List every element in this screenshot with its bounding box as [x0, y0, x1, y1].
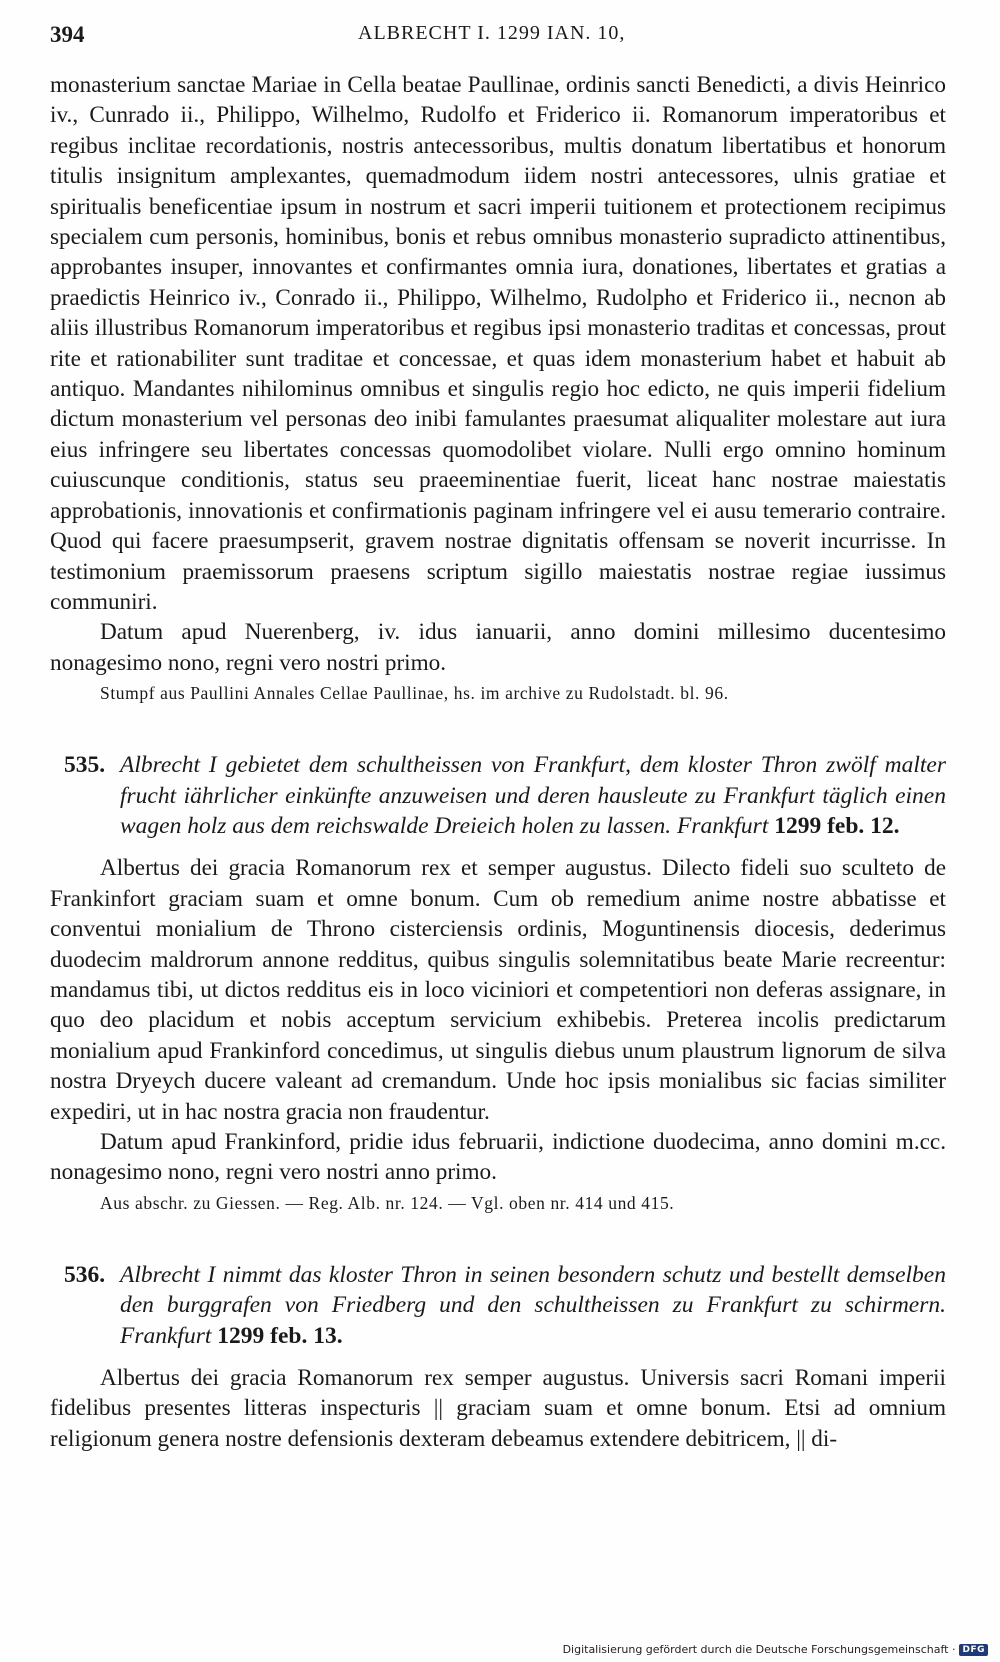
- running-title: ALBRECHT I. 1299 IAN. 10,: [358, 22, 626, 44]
- regest-date: 1299 feb. 13.: [217, 1322, 343, 1349]
- intro-datum: Datum apud Nuerenberg, iv. idus ianuarii, anno domini millesimo ducentesimo nonagesimo nono, regni vero nostri primo.: [50, 619, 946, 676]
- document-page: [50, 18, 946, 1454]
- section-number: 536.: [64, 1261, 106, 1288]
- section-536-regest: [50, 1260, 946, 1351]
- page-header: [50, 18, 946, 54]
- section-535-datum: Datum apud Frankinford, pridie idus februarii, indictione duodecima, anno domini m.cc. nonagesimo nono, regni vero nostri anno primo.: [50, 1129, 946, 1186]
- regest-date: 1299 feb. 12.: [774, 812, 900, 839]
- section-535-regest: [50, 750, 946, 841]
- section-535-body: Albertus dei gracia Romanorum rex et semper augustus. Dilecto fideli suo sculteto de Frankinfort graciam suam et omne bonum. Cum ob remedium anime nostre abbatisse et conventui monialium de Throno cisterciensis ordinis, Moguntinensis diocesis, dederimus duodecim maldrorum annone redditus, quibus singulis solemnitatibus beate Marie recreentur: mandamus tibi, ut dictos redditus eis in loco viciniori et competentiori non deferas assignare, in quo deo placidum et nobis acceptum servicium exhibebis. Preterea incolis predictarum monialium apud Frankinford concedimus, ut singulis diebus unum plaustrum lignorum de silva nostra Dryeych ducere valeant ad cremandum. Unde hoc ipsis monialibus sic facias similiter expediri, ut in hac nostra gracia non fraudentur.: [50, 855, 946, 1125]
- regest-text: Albrecht I gebietet dem schultheissen von Frankfurt, dem kloster Thron zwölf malter frucht iährlicher einkünfte anzuweisen und deren hausleute zu Frankfurt täglich einen wagen holz aus dem reichswalde Dreieich holen zu lassen. Frankfurt: [120, 752, 946, 839]
- footer-text: Digitalisierung gefördert durch die Deutsche Forschungsgemeinschaft ·: [562, 1643, 956, 1656]
- page-number: 394: [50, 22, 85, 47]
- digitization-footer: [563, 1643, 988, 1656]
- regest-text: Albrecht I nimmt das kloster Thron in seinen besondern schutz und bestellt demselben den burggrafen von Friedberg und den schultheissen zu Frankfurt zu schirmern. Frankfurt: [120, 1261, 946, 1349]
- section-535-source-note: Aus abschr. zu Giessen. — Reg. Alb. nr. 124. — Vgl. oben nr. 414 und 415.: [100, 1192, 675, 1213]
- dfg-logo-icon: DFG: [959, 1644, 988, 1656]
- section-536-body: Albertus dei gracia Romanorum rex semper augustus. Universis sacri Romani imperii fidelibus presentes litteras inspecturis || graciam suam et omne bonum. Etsi ad omnium religionum genera nostre defensionis dexteram debeamus extendere debitricem, || di-: [50, 1365, 946, 1452]
- intro-source-note: Stumpf aus Paullini Annales Cellae Paullinae, hs. im archive zu Rudolstadt. bl. 96.: [100, 683, 729, 704]
- section-number: 535.: [64, 752, 106, 779]
- intro-paragraph: monasterium sanctae Mariae in Cella beatae Paullinae, ordinis sancti Benedicti, a divis Heinrico iv., Cunrado ii., Philippo, Wilhelmo, Rudolfo et Friderico ii. Romanorum imperatoribus et regibus inclitae recordationis, nostris antecessoribus, multis donatum libertatibus et honorum titulis insignitum amplexantes, quemadmodum iidem nostri antecessores, ulnis gratiae et spiritualis beneficentiae ipsum in nostrum et sacri imperii tuitionem et protectionem recipimus specialem cum personis, hominibus, bonis et rebus omnibus monasterio supradicto attinentibus, approbantes insuper, innovantes et confirmantes omnia iura, donationes, libertates et gratias a praedictis Heinrico iv., Conrado ii., Philippo, Wilhelmo, Rudolpho et Friderico ii., necnon ab aliis illustribus Romanorum imperatoribus et regibus ipsi monasterio traditas et concessas, prout rite et rationabiliter sunt traditae et concessae, et quas idem monasterium habet et habuit ab antiquo. Mandantes nihilominus omnibus et singulis regio hoc edicto, ne quis imperii fidelium dictum monasterium vel personas deo inibi famulantes praesumat aliqualiter molestare aut iura eius infringere seu libertates concessas quomodolibet violare. Nulli ergo omnino hominum cuiuscunque conditionis, status seu praeeminentiae fuerit, liceat hanc nostrae maiestatis approbationis, innovationis et confirmationis paginam infringere vel ei ausu temerario contraire. Quod qui facere praesumpserit, gravem nostrae dignitatis offensam se noverit incurrisse. In testimonium praemissorum praesens scriptum sigillo maiestatis nostrae regiae iussimus communiri.: [50, 72, 946, 615]
